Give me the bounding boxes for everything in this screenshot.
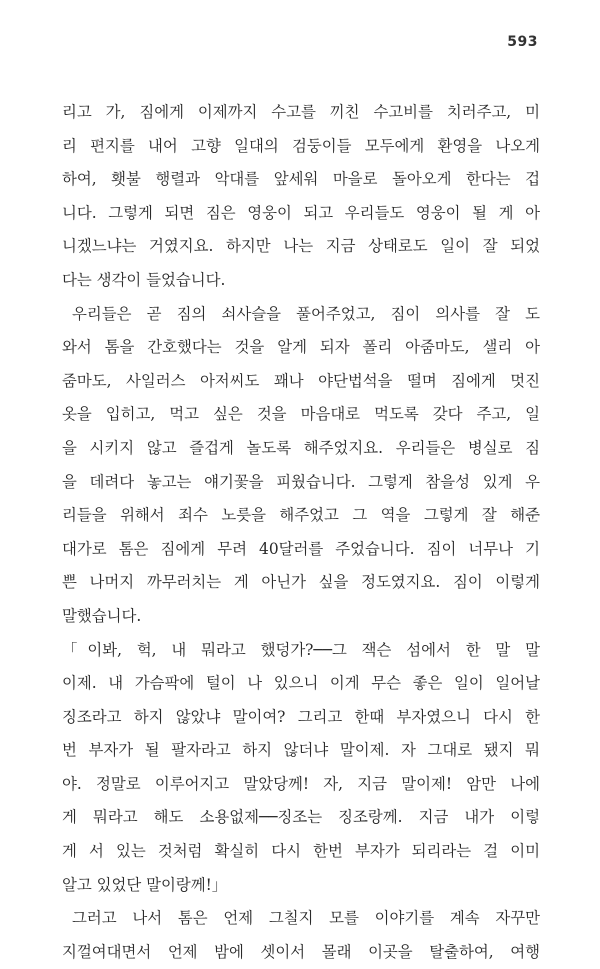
paragraph-3-quote [62,634,540,903]
text-line: 게 뭐라고 해도 소용없제──징조는 징조랑께. 지금 내가 이렇 [62,808,540,827]
text-line: 줌마도, 사일러스 아저씨도 꽤나 야단법석을 떨며 짐에게 멋진 [62,371,540,390]
text-line: 다는 생각이 들었습니다. [62,270,226,289]
text-line: 말했습니다. [62,606,142,625]
text-line: 니다. 그렇게 되면 짐은 영웅이 되고 우리들도 영웅이 될 게 아 [62,203,540,222]
text-line: 대가로 톰은 짐에게 무려 40달러를 주었습니다. 짐이 너무나 기 [62,539,540,558]
paragraph-4 [62,902,540,969]
text-line: 알고 있었단 말이랑께!」 [62,875,228,894]
text-line: 리 편지를 내어 고향 일대의 검둥이들 모두에게 환영을 나오게 [62,136,540,155]
text-line: 와서 톰을 간호했다는 것을 알게 되자 폴리 아줌마도, 샐리 아 [62,338,540,357]
text-line: 을 데려다 놓고는 얘기꽃을 피웠습니다. 그렇게 참을성 있게 우 [62,472,540,491]
text-line: 이제. 내 가슴팍에 털이 나 있으니 이게 무슨 좋은 일이 일어날 [62,674,540,693]
text-line: 징조라고 하지 않았냐 말이여? 그리고 한때 부자였으니 다시 한 [62,707,540,726]
text-line: 옷을 입히고, 먹고 싶은 것을 마음대로 먹도록 갖다 주고, 일 [62,405,540,424]
page-number: 593 [507,34,538,50]
text-line: 쁜 나머지 까무러치는 게 아닌가 싶을 정도였지요. 짐이 이렇게 [62,573,540,592]
paragraph-1 [62,96,540,298]
text-line: 그러고 나서 톰은 언제 그칠지 모를 이야기를 계속 자꾸만 [72,909,540,928]
text-line: 하여, 횃불 행렬과 악대를 앞세워 마을로 돌아오게 한다는 겁 [62,170,540,189]
text-line: 야. 정말로 이루어지고 말았당께! 자, 지금 말이제! 암만 나에 [62,774,540,793]
text-line: 리들을 위해서 죄수 노릇을 해주었고 그 역을 그렇게 잘 해준 [62,506,540,525]
text-line: 지껄여대면서 언제 밤에 셋이서 몰래 이곳을 탈출하여, 여행 [62,942,540,961]
text-line: 우리들은 곧 짐의 쇠사슬을 풀어주었고, 짐이 의사를 잘 도 [72,304,540,323]
text-line: 「이봐, 헉, 내 뭐라고 했덩가?──그 잭슨 섬에서 한 말 말 [62,640,540,659]
text-line: 게 서 있는 것처럼 확실히 다시 한번 부자가 되리라는 걸 이미 [62,842,540,861]
paragraph-2 [62,298,540,634]
text-line: 번 부자가 될 팔자라고 하지 않더냐 말이제. 자 그대로 됐지 뭐 [62,741,540,760]
text-line: 니겠느냐는 거였지요. 하지만 나는 지금 상태로도 일이 잘 되었 [62,237,540,256]
text-line: 리고 가, 짐에게 이제까지 수고를 끼친 수고비를 치러주고, 미 [62,103,540,121]
text-line: 을 시키지 않고 즐겁게 놀도록 해주었지요. 우리들은 병실로 짐 [62,438,540,457]
body-text [62,96,540,969]
